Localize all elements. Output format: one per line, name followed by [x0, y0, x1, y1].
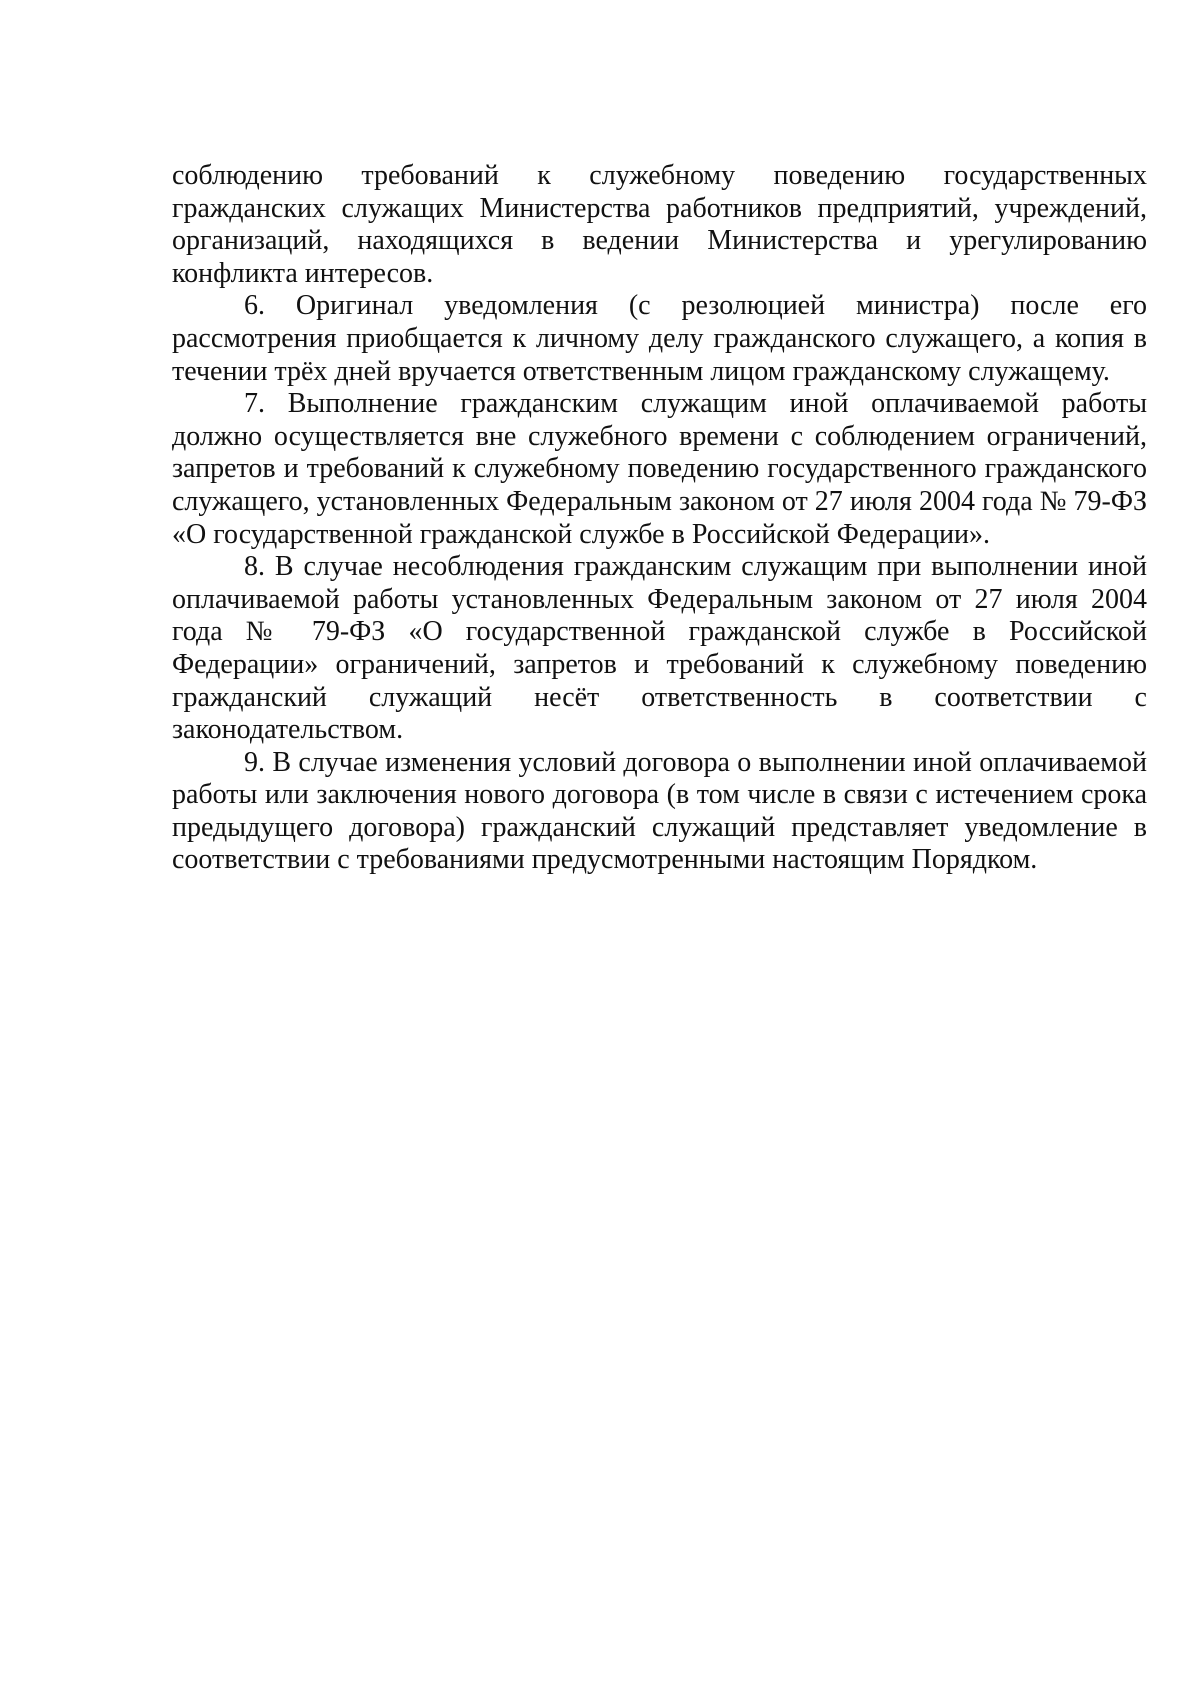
- paragraph-text: В случае изменения условий договора о выполнении иной оплачиваемой работы или заключения нового договора (в том числе в связи с истечением срока предыдущего договора) гражданский служащий представляет уведомление в соответствии с требованиями предусмотренными настоящим Порядком.: [172, 746, 1148, 876]
- paragraph-9: [172, 747, 1147, 877]
- paragraph-number: 8.: [244, 551, 265, 583]
- paragraph-number: 7.: [244, 388, 265, 420]
- document-body: [172, 160, 1147, 877]
- paragraph-number: 9.: [244, 746, 265, 778]
- paragraph-continuation: [172, 160, 1147, 290]
- paragraph-8: [172, 551, 1147, 747]
- paragraph-text: соблюдению требований к служебному поведению государственных гражданских служащих Министерства работников предприятий, учреждений, организаций, находящихся в ведении Министерства и урегулированию конфликта интересов.: [172, 160, 1147, 289]
- paragraph-text: Выполнение гражданским служащим иной оплачиваемой работы должно осуществляется вне служебного времени с соблюдением ограничений, запретов и требований к служебному поведению государственного гражданского служащего, установленных Федеральным законом от 27 июля 2004 года № 79-ФЗ «О государственной гражданской службе в Российской Федерации».: [172, 388, 1148, 550]
- paragraph-text: В случае несоблюдения гражданским служащим при выполнении иной оплачиваемой работы установленных Федеральным законом от 27 июля 2004 года № 79-ФЗ «О государственной гражданской службе в Российской Федерации» ограничений, запретов и требований к служебному поведению гражданский служащий несёт ответственность в соответствии с законодательством.: [172, 551, 1148, 746]
- paragraph-number: 6.: [244, 290, 265, 322]
- paragraph-7: [172, 388, 1147, 551]
- paragraph-text: Оригинал уведомления (с резолюцией министра) после его рассмотрения приобщается к личному делу гражданского служащего, а копия в течении трёх дней вручается ответственным лицом гражданскому служащему.: [172, 290, 1148, 387]
- paragraph-6: [172, 290, 1147, 388]
